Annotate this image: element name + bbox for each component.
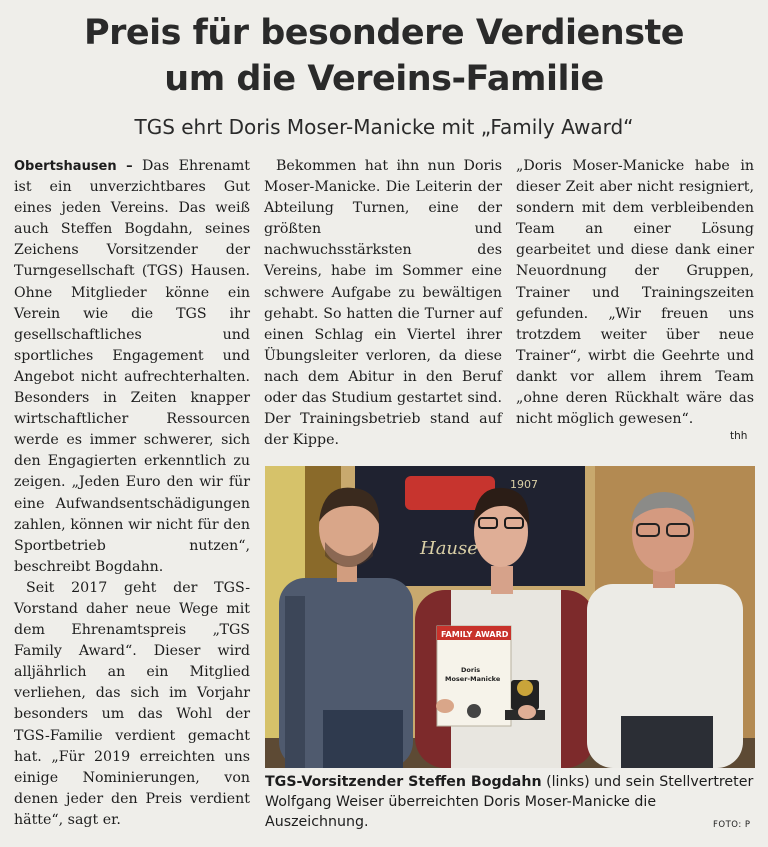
- hand-right: [518, 705, 536, 719]
- column-1-paragraph-1: [14, 156, 250, 578]
- author-signoff: thh: [730, 430, 748, 442]
- headline-line-2: um die Vereins-Familie: [164, 59, 604, 99]
- caption-text: (links) und sein Stellvertreter Wolfgang Weiser überreichten Doris Moser-Manicke die Auszeichnung.: [265, 774, 754, 830]
- photo-illustration: [265, 466, 755, 768]
- certificate-heading: FAMILY AWARD: [441, 630, 509, 639]
- article-photo: [265, 466, 755, 768]
- subheadline: TGS ehrt Doris Moser-Manicke mit „Family Award“: [134, 115, 634, 139]
- article-column-2: [264, 156, 502, 451]
- column-1-text-1: Das Ehrenamt ist ein unverzichtbares Gut eines jeden Vereins. Das weiß auch Steffen Bogdahn, seines Zeichens Vorsitzender der Turngesellschaft (TGS) Hausen. Ohne Mitglieder könne ein Verein wie die TGS ihr gesellschaftliches und sportliches Engagement und Angebot nicht aufrechterhalten. Besonders in Zeiten knapper wirtschaftlicher Ressourcen werde es immer schwerer, sich den Engagierten erkenntlich zu zeigen. „Jeden Euro den wir für eine Aufwandsentschädigungen zahlen, können wir nicht für den Sportbetrieb nutzen“, beschreibt Bogdahn.: [14, 158, 251, 575]
- article-column-3: [516, 156, 754, 430]
- banner-lettering: Hause: [420, 538, 478, 559]
- certificate-name-line-1: Doris: [461, 666, 481, 674]
- headline: [0, 10, 768, 102]
- caption-bold: TGS-Vorsitzender Steffen Bogdahn: [265, 774, 542, 790]
- photo-caption: [265, 772, 755, 832]
- column-3-paragraph-1: „Doris Moser-Manicke habe in dieser Zeit aber nicht resigniert, sondern mit dem verbleibenden Team an einer Lösung gearbeitet und diese dank einer Neuordnung der Gruppen, Trainer und Trainingszeiten gefunden. „Wir freuen uns trotzdem weiter über neue Trainer“, wirbt die Geehrte und dankt vor allem ihrem Team „ohne deren Rückhalt wäre das nicht möglich gewesen“.: [516, 158, 754, 428]
- certificate-name-line-2: Moser-Manicke: [445, 675, 501, 683]
- banner-year: 1907: [510, 478, 538, 491]
- headline-line-1: Preis für besondere Verdienste: [84, 13, 684, 53]
- dateline: Obertshausen –: [14, 159, 133, 174]
- article-column-1: [14, 156, 250, 831]
- hand-left: [436, 699, 454, 713]
- column-1-paragraph-2: Seit 2017 geht der TGS-Vorstand daher neue Wege mit dem Ehrenamtspreis „TGS Family Award“. Dieser wird alljährlich an ein Mitglied verliehen, das sich im Vorjahr besonders um das Wohl der TGS-Familie verdient gemacht hat. „Für 2019 erreichten uns einige Nominierungen, von denen jeder den Preis verdient hätte“, sagt er.: [14, 579, 250, 828]
- column-2-paragraph-1: Bekommen hat ihn nun Doris Moser-Manicke. Die Leiterin der Abteilung Turnen, eine der größten und nachwuchsstärksten des Vereins, habe im Sommer eine schwere Aufgabe zu bewältigen gehabt. So hatten die Turner auf einen Schlag ein Viertel ihrer Übungsleiter verloren, da diese nach dem Abitur in den Beruf oder das Studium gestartet sind. Der Trainingsbetrieb stand auf der Kippe.: [264, 158, 502, 449]
- photo-credit: FOTO: P: [713, 820, 751, 830]
- certificate-seal: [467, 704, 481, 718]
